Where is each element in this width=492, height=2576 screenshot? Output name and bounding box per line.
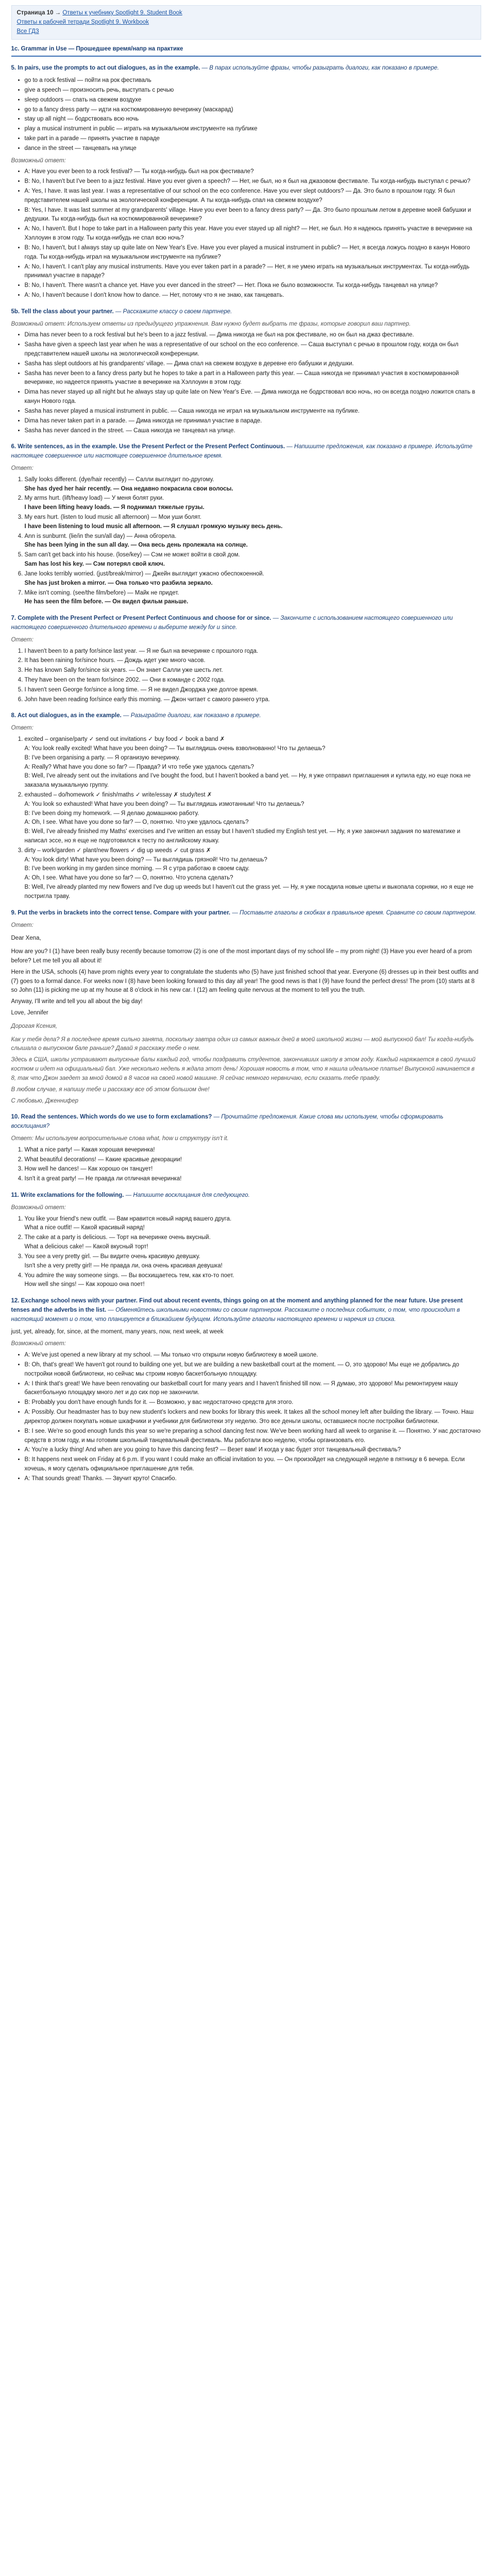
ex5-prompts: [11, 76, 481, 154]
list-item: • A: No, I haven't. But I hope to take part in a Halloween party this year. Have you ever stayed up all night? — Нет, не был. Но я надеюсь принять участие в вечеринке на Хэллоуин в этом году. Ты когда-нибудь не спал всю ночь?: [25, 225, 481, 243]
list-item: • give a speech — произносить речь, выступать с речью: [25, 86, 481, 95]
list-item: • go to a fancy dress party — идти на костюмированную вечеринку (маскарад): [25, 106, 481, 115]
letter-paragraph-ru: Здесь в США, школы устраивают выпускные балы каждый год, чтобы поздравить студентов, закончивших школу в этом году. Каждый наряжается в свой лучший костюм и идет на официальный бал. Уже несколько недель я ждала этот день! Хорошая новость в том, что я нашла идеальное платье! Выпускной начинается в 8, так что Джон заедет за мной домой в 8 часов на своей новой машине. Я сейчас немного нервничаю, если сказать тебе правду.: [11, 1057, 476, 1081]
list-item: • Sasha has never played a musical instrument in public. — Саша никогда не играл на музыкальном инструменте на публике.: [25, 407, 481, 416]
ex10-answer-label: Ответ: Мы используем вопросительные слова what, how и структуру isn't it.: [11, 1135, 229, 1142]
ex5-title-ru: — В парах используйте фразы, чтобы разыграть диалоги, как показано в примере.: [201, 65, 439, 72]
list-item: 5. I haven't seen George for/since a long time. — Я не видел Джорджа уже долгое время.: [25, 686, 481, 695]
list-item: • Dima has never stayed up all night but he always stay up quite late on New Year's Eve. — Дима никогда не бодрствовал всю ночь, но он всегда поздно ложится спать в канун Нового года.: [25, 388, 481, 406]
ex10-title-ru: — Прочитайте предложения. Какие слова мы используем, чтобы сформировать восклицания?: [11, 1114, 444, 1130]
exercise-9: [11, 909, 481, 1106]
exercise-11: [11, 1191, 481, 1290]
ex12-title: 12. Exchange school news with your partner. Find out about recent events, things going on at the moment and anything planned for the near future. Use present tenses and the adverbs in the list.: [11, 1298, 463, 1313]
list-item: 4. Ann is sunburnt. (lie/in the sun/all day) — Анна обгорела. She has been lying in the sun all day. — Она весь день пролежала на солнце.: [25, 532, 481, 551]
link-workbook[interactable]: Ответы к рабочей тетради Spotlight 9. Workbook: [16, 19, 149, 25]
list-item: • sleep outdoors — спать на свежем воздухе: [25, 96, 481, 105]
letter-signature: Love, Jennifer: [11, 1010, 48, 1016]
list-item: 2. The cake at a party is delicious. — Торт на вечеринке очень вкусный. What a delicious cake! — Какой вкусный торт!: [25, 1233, 481, 1252]
ex6-answer-label: Ответ:: [11, 465, 33, 471]
exercise-5b: [11, 308, 481, 436]
ex6-title: 6. Write sentences, as in the example. Use the Present Perfect or the Present Perfect Continuous.: [11, 444, 285, 450]
ex8-items: [11, 735, 481, 902]
list-item: 2. exhausted – do/homework ✓ finish/maths ✓ write/essay ✗ study/test ✗ A: You look so exhausted! What have you been doing? — Ты выглядишь измотанным! Что ты делаешь? B: I've been doing my homework. — Я делаю домашнюю работу. A: Oh, I see. What have you done so far? — О, понятно. Что уже удалось сделать? B: Well, I've already finished my Maths' exercises and I've written an essay but I haven't studied my English test yet. — Ну, я уже закончил задания по математике и написал эссе, но я еще не подготовился к тесту по английскому языку.: [25, 791, 481, 846]
list-item: 3. My ears hurt. (listen to loud music all afternoon) — Мои уши болят. I have been listening to loud music all afternoon. — Я слушал громкую музыку весь день.: [25, 513, 481, 532]
list-item: 2. My arms hurt. (lift/heavy load) — У меня болят руки. I have been lifting heavy loads. — Я поднимал тяжелые грузы.: [25, 494, 481, 513]
list-item: 5. Sam can't get back into his house. (lose/key) — Сэм не может войти в свой дом. Sam has lost his key. — Сэм потерял свой ключ.: [25, 551, 481, 569]
list-item: 3. He has known Sally for/since six years. — Он знает Салли уже шесть лет.: [25, 666, 481, 675]
ex12-title-ru: — Обменяйтесь школьными новостями со своим партнером. Расскажите о последних событиях, о том, что происходит в настоящий момент и о том, что планируется в ближайшем будущем. Используйте глаголы настоящего времени и наречия из списка.: [11, 1307, 460, 1323]
list-item: • stay up all night — бодрствовать всю ночь: [25, 115, 481, 124]
list-item: 6. Jane looks terribly worried. (just/break/mirror) — Джейн выглядит ужасно обеспокоенной. She has just broken a mirror. — Она только что разбила зеркало.: [25, 570, 481, 588]
list-item: • B: Yes, I have. It was last summer at my grandparents' village. Have you ever been to a fancy dress party? — Да. Это было прошлым летом в деревне моей бабушки и дедушки. Ты когда-нибудь был на костюмированной вечеринке?: [25, 206, 481, 225]
list-item: • B: I see. We're so good enough funds this year so we're preparing a school dancing fest now. We've been working hard all week to organise it. — Понятно. У нас достаточно средств в этом году, и мы готовим школьный танцевальный фестиваль. Мы работали всю неделю, чтобы организовать его.: [25, 1427, 481, 1446]
list-item: • B: No, I haven't but I've been to a jazz festival. Have you ever given a speech? — Нет, не был, но я был на джазовом фестивале. Ты когда-нибудь выступал с речью?: [25, 177, 481, 187]
list-item: • take part in a parade — принять участие в параде: [25, 134, 481, 144]
list-item: • B: Probably you don't have enough funds for it. — Возможно, у вас недостаточно средств для этого.: [25, 1398, 481, 1408]
ex5b-answer-label: Возможный ответ: Используем ответы из предыдущего упражнения. Вам нужно будет выбрать те фразы, которые говорил ваш партнер.: [11, 320, 411, 327]
ex11-title: 11. Write exclamations for the following.: [11, 1192, 124, 1198]
list-item: • Sasha has never danced in the street. — Саша никогда не танцевал на улице.: [25, 427, 481, 436]
list-item: 4. You admire the way someone sings. — Вы восхищаетесь тем, как кто-то поет. How well she sings! — Как хорошо она поет!: [25, 1272, 481, 1290]
list-item: • A: Have you ever been to a rock festival? — Ты когда-нибудь был на рок фестивале?: [25, 167, 481, 177]
letter-paragraph-ru: В любом случае, я напишу тебе и расскажу все об этом большом дне!: [11, 1086, 210, 1093]
exercise-7: [11, 614, 481, 704]
list-item: • A: That sounds great! Thanks. — Звучит круто! Спасибо.: [25, 1475, 481, 1484]
link-student-book[interactable]: Ответы к учебнику Spotlight 9. Student Book: [62, 10, 182, 16]
list-item: • dance in the street — танцевать на улице: [25, 144, 481, 154]
list-item: • Sasha has never been to a fancy dress party but he hopes to take a part in a Halloween party this year. — Саша никогда не принимал участия в костюмированной вечеринке, но надеется принять участие в вечеринке на Хэллоуин в этом году.: [25, 369, 481, 388]
link-all-gdz[interactable]: Все ГДЗ: [16, 28, 39, 35]
ex11-items: [11, 1215, 481, 1290]
ex6-items: [11, 476, 481, 607]
section-title: 1c. Grammar in Use — Прошедшее время/напр на практике: [11, 45, 481, 57]
list-item: • A: You're a lucky thing! And when are you going to have this dancing fest? — Везет вам! И когда у вас будет этот танцевальный фестиваль?: [25, 1446, 481, 1455]
list-item: 1. I haven't been to a party for/since last year. — Я не был на вечеринке с прошлого года.: [25, 647, 481, 656]
letter-paragraph: How are you? I (1) have been really busy recently because tomorrow (2) is one of the most important days of my school life – my prom night! (3) Have you ever heard of a prom before? Let me tell you all about it!: [11, 948, 472, 964]
list-item: • A: No, I haven't. I can't play any musical instruments. Have you ever taken part in a parade? — Нет, я не умею играть на музыкальных инструментах. Ты когда-нибудь принимал участие в параде?: [25, 263, 481, 281]
letter-salutation: Dear Xena,: [11, 935, 41, 942]
page: [9, 0, 483, 1484]
ex9-title-ru: — Поставьте глаголы в скобках в правильное время. Сравните со своим партнером.: [232, 909, 477, 916]
ex7-answer-label: Ответ:: [11, 636, 33, 643]
list-item: • A: We've just opened a new library at my school. — Мы только что открыли новую библиотеку в моей школе.: [25, 1351, 481, 1360]
list-item: 3. You see a very pretty girl. — Вы видите очень красивую девушку. Isn't she a very pretty girl! — Не правда ли, она очень красивая девушка!: [25, 1252, 481, 1271]
list-item: • Sasha have given a speech last year when he was a representative of our school on the eco conference. — Саша выступал с речью в прошлом году, когда он был представителем нашей школы на экологической конференции.: [25, 341, 481, 359]
list-item: 1. What a nice party! — Какая хорошая вечеринка!: [25, 1146, 481, 1155]
list-item: • B: It happens next week on Friday at 6 p.m. If you want I could make an official invitation to you. — Он произойдет на следующей неделе в пятницу в 6 вечера. Если хочешь, я могу сделать официальное приглашение для тебя.: [25, 1455, 481, 1474]
ex10-items: [11, 1146, 481, 1184]
exercise-10: [11, 1113, 481, 1184]
list-item: • Dima has never been to a rock festival but he's been to a jazz festival. — Дима никогда не был на рок фестивале, но он был на джаз фестивале.: [25, 331, 481, 340]
list-item: • B: Oh, that's great! We haven't got round to building one yet, but we are building a new basketball court at the moment. — О, это здорово! Мы еще не добрались до постройки новой библиотеки, но сейчас мы строим новую баскетбольную площадку.: [25, 1361, 481, 1379]
ex7-items: [11, 647, 481, 705]
list-item: • B: No, I haven't, but I always stay up quite late on New Year's Eve. Have you ever played a musical instrument in public? — Нет, я всегда ложусь поздно в канун Нового года. Ты когда-нибудь играл на музыкальном инструменте на публике?: [25, 244, 481, 262]
ex12-answer-label: Возможный ответ:: [11, 1341, 66, 1347]
list-item: • A: I think that's great! We have been renovating our basketball court for many years and I haven't finished till now. — Я думаю, это здорово! Мы ремонтируем нашу баскетбольную площадку много лет и до сих пор не закончили.: [25, 1380, 481, 1398]
letter-paragraph: Here in the USA, schools (4) have prom nights every year to congratulate the students who (5) have just finished school that year. Everyone (6) dresses up in their best outfits and (7) goes to a formal dance. For weeks now I (8) have been looking forward to this day all year! The good news is that I (9) have found the perfect dress! The prom (10) starts at 8 so John (11) is picking me up at my house at 8 o'clock in his new car. I (12) am feeling quite nervous at the moment to tell you the truth.: [11, 969, 479, 994]
ex5-title: 5. In pairs, use the prompts to act out dialogues, as in the example.: [11, 65, 200, 72]
letter-paragraph-ru: Как у тебя дела? Я в последнее время сильно занята, поскольку завтра один из самых важных дней в моей школьной жизни — мой выпускной бал! Ты когда-нибудь слышала о выпускном бале раньше? Давай я расскажу тебе о нем.: [11, 1036, 474, 1052]
list-item: • B: No, I haven't. There wasn't a chance yet. Have you ever danced in the street? — Нет. Пока не было возможности. Ты когда-нибудь танцевал на улице?: [25, 281, 481, 291]
list-item: • Sasha has slept outdoors at his grandparents' village. — Дима спал на свежем воздухе в деревне его бабушки и дедушки.: [25, 360, 481, 369]
ex5b-title-ru: — Расскажите классу о своем партнере.: [115, 308, 232, 315]
list-item: 4. Isn't it a great party! — Не правда ли отличная вечеринка!: [25, 1175, 481, 1184]
ex8-answer-label: Ответ:: [11, 725, 33, 732]
ex5-answer-label: Возможный ответ:: [11, 157, 66, 164]
list-item: 3. dirty – work/garden ✓ plant/new flowers ✓ dig up weeds ✓ cut grass ✗ A: You look dirty! What have you been doing? — Ты выглядишь грязной! Что ты делаешь? B: I've been working in my garden since morning. — Я с утра работаю в своем саду. A: Oh, I see. What have you done so far? — О, понятно. Что успела сделать? B: Well, I've already planted my new flowers and I've dug up weeds but I haven't cut the grass yet. — Ну, я уже посадила новые цветы и выкопала сорняки, но я еще не постригла траву.: [25, 846, 481, 902]
exercise-8: [11, 711, 481, 901]
list-item: 2. What beautiful decorations! — Какие красивые декорации!: [25, 1156, 481, 1165]
ex12-word-list: just, yet, already, for, since, at the moment, many years, now, next week, at week: [11, 1328, 224, 1335]
list-item: • A: Possibly. Our headmaster has to buy new student's lockers and new books for library this week. It takes all the school money left after building the library. — Точно. Наш директор должен покупать новые шкафчики и учебники для библиотеки эту неделю. Это все деньги школы, оставшиеся после постройки библиотеки.: [25, 1408, 481, 1427]
list-item: 7. Mike isn't coming. (see/the film/before) — Майк не придет. He has seen the film before. — Он видел фильм раньше.: [25, 589, 481, 607]
list-item: • play a musical instrument in public — играть на музыкальном инструменте на публике: [25, 125, 481, 134]
list-item: • A: No, I haven't because I don't know how to dance. — Нет, потому что я не знаю, как танцевать.: [25, 291, 481, 300]
ex9-answer-label: Ответ:: [11, 922, 33, 928]
ex11-answer-label: Возможный ответ:: [11, 1204, 66, 1211]
list-item: 1. You like your friend's new outfit. — Вам нравится новый наряд вашего друга. What a nice outfit! — Какой красивый наряд!: [25, 1215, 481, 1233]
ex7-title: 7. Complete with the Present Perfect or Present Perfect Continuous and choose for or since.: [11, 615, 272, 622]
list-item: • A: Yes, I have. It was last year. I was a representative of our school on the eco conference. Have you ever slept outdoors? — Да. Это было в прошлом году. Я был представителем нашей школы на экологической конференции. А ты когда-нибудь спал на свежем воздухе?: [25, 187, 481, 206]
ex7-title-ru: — Закончите с использованием настоящего совершенного или настоящего совершенного длительного времени и выберите между for и since.: [11, 615, 453, 631]
breadcrumb: Страница 10 → Ответы к учебнику Spotlight 9. Student Book Ответы к рабочей тетради Spotlight 9. Workbook Все ГДЗ: [11, 5, 481, 40]
page-number: Страница 10: [16, 10, 54, 16]
exercise-6: [11, 443, 481, 607]
ex5-answers: [11, 167, 481, 300]
list-item: 1. excited – organise/party ✓ send out invitations ✓ buy food ✓ book a band ✗ A: You look really excited! What have you been doing? — Ты выглядишь очень взволнованно! Что ты делаешь? B: I've been organising a party. — Я организую вечеринку. A: Really? What have you done so far? — Правда? И что тебе уже удалось сделать? B: Well, I've already sent out the invitations and I've bought the food, but I haven't booked a band yet. — Ну, я уже отправил приглашения и купила еду, но еще пока не заказала музыкальную группу.: [25, 735, 481, 790]
ex9-title: 9. Put the verbs in brackets into the correct tense. Compare with your partner.: [11, 909, 231, 916]
list-item: 3. How well he dances! — Как хорошо он танцует!: [25, 1165, 481, 1174]
ex8-title-ru: — Разыграйте диалоги, как показано в примере.: [123, 713, 261, 719]
letter-paragraph: Anyway, I'll write and tell you all about the big day!: [11, 998, 143, 1005]
list-item: • go to a rock festival — пойти на рок фестиваль: [25, 76, 481, 86]
ex6-title-ru: — Напишите предложения, как показано в примере. Используйте настоящее совершенное или настоящее совершенное длительное время.: [11, 444, 472, 460]
ex8-title: 8. Act out dialogues, as in the example.: [11, 713, 122, 719]
exercise-12: [11, 1297, 481, 1483]
ex5b-title: 5b. Tell the class about your partner.: [11, 308, 114, 315]
list-item: • Dima has never taken part in a parade. — Дима никогда не принимал участие в параде.: [25, 417, 481, 426]
letter-signature-ru: С любовью, Дженнифер: [11, 1097, 79, 1104]
letter-salutation-ru: Дорогая Ксения,: [11, 1023, 58, 1029]
list-item: 6. John have been reading for/since early this morning. — Джон читает с самого раннего утра.: [25, 696, 481, 705]
ex11-title-ru: — Напишите восклицания для следующего.: [125, 1192, 250, 1198]
exercise-5: [11, 64, 481, 300]
ex5b-answers: [11, 331, 481, 435]
list-item: 2. It has been raining for/since hours. — Дождь идет уже много часов.: [25, 656, 481, 666]
ex12-answers: [11, 1351, 481, 1483]
ex10-title: 10. Read the sentences. Which words do we use to form exclamations?: [11, 1114, 212, 1121]
list-item: 1. Sally looks different. (dye/hair recently) — Салли выглядит по-другому. She has dyed her hair recently. — Она недавно покрасила свои волосы.: [25, 476, 481, 494]
list-item: 4. They have been on the team for/since 2002. — Они в команде с 2002 года.: [25, 676, 481, 685]
